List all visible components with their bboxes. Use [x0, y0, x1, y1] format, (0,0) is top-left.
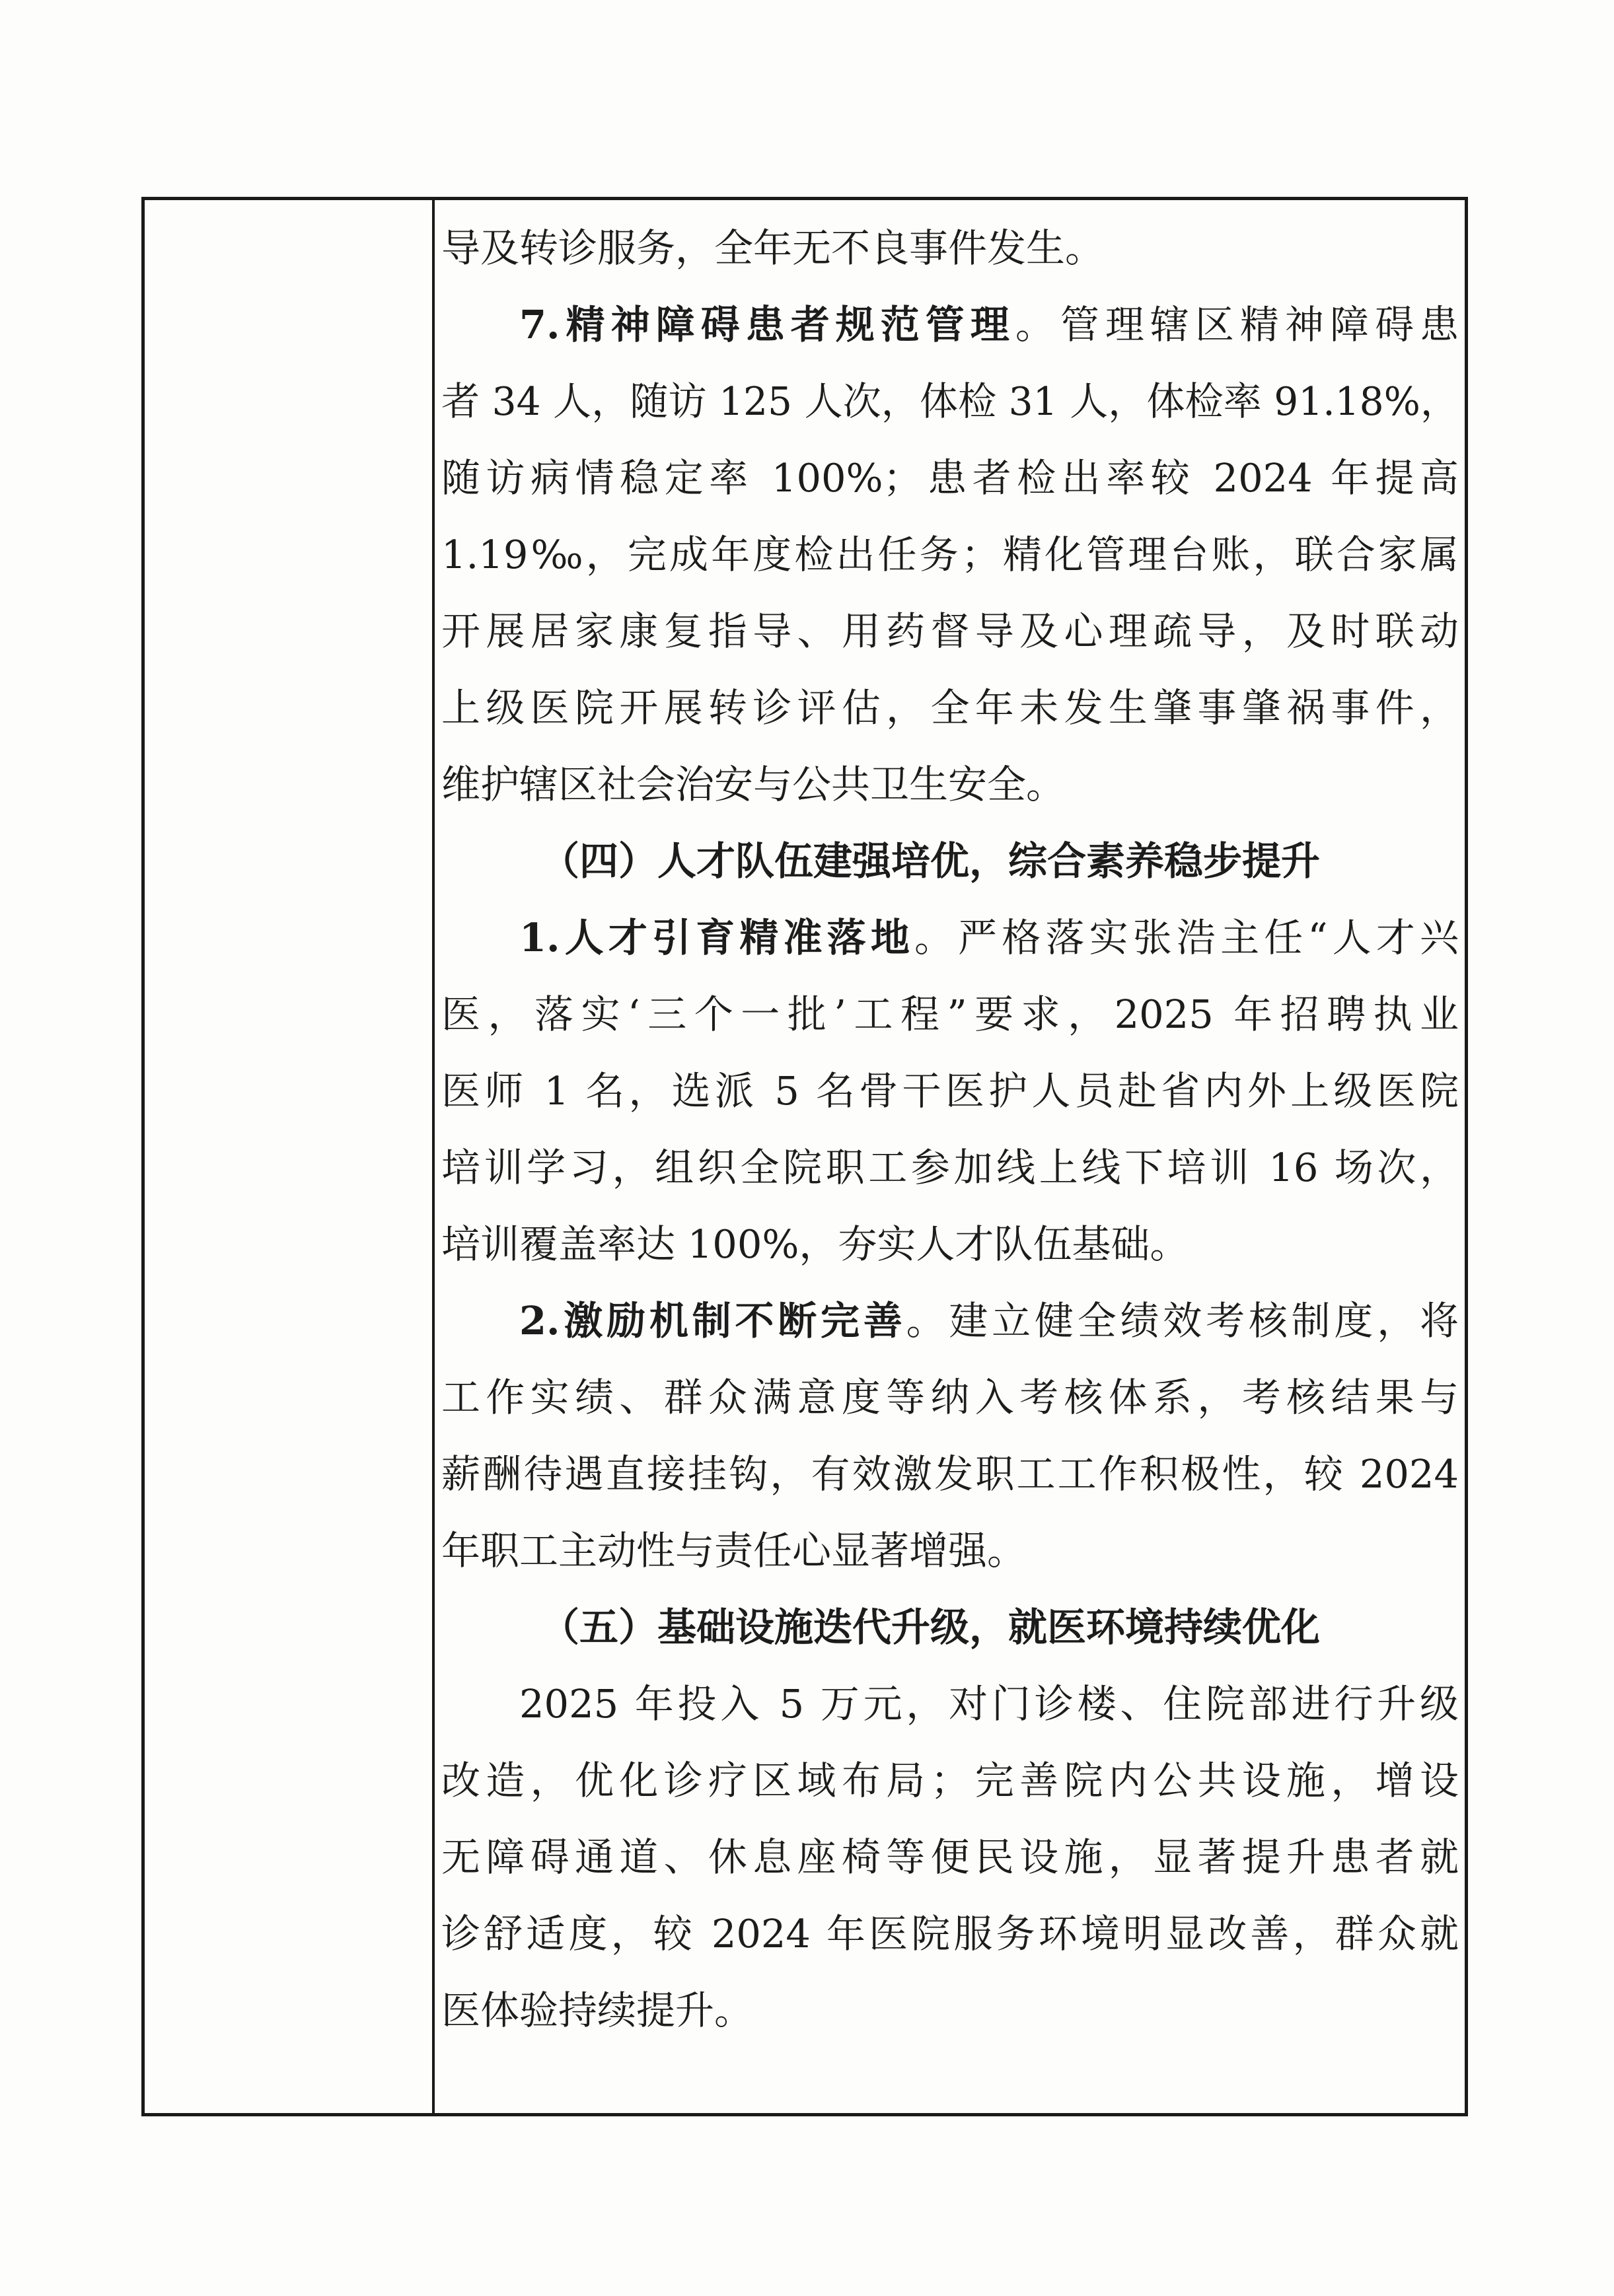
text-line: 年职工主动性与责任心显著增强。	[441, 1528, 1027, 1573]
text-line: 医师 1 名，选派 5 名骨干医护人员赴省内外上级医院	[441, 1068, 1459, 1114]
text-line: 医体验持续提升。	[441, 1988, 754, 2033]
text-line: 诊舒适度，较 2024 年医院服务环境明显改善，群众就	[441, 1911, 1459, 1956]
text-line: 无障碍通道、休息座椅等便民设施，显著提升患者就	[441, 1834, 1459, 1880]
subsection-line: 2.激励机制不断完善。建立健全绩效考核制度，将	[519, 1298, 1459, 1344]
text-line: 薪酬待遇直接挂钩，有效激发职工工作积极性，较 2024	[441, 1451, 1459, 1497]
subsection-line: 7.精神障碍患者规范管理。管理辖区精神障碍患	[519, 302, 1459, 347]
section-heading: （五）基础设施迭代升级，就医环境持续优化	[540, 1604, 1321, 1650]
subsection-title: 7.精神障碍患者规范管理	[519, 302, 1015, 347]
text-line: 改造，优化诊疗区域布局；完善院内公共设施，增设	[441, 1758, 1459, 1803]
subsection-line: 1.人才引育精准落地。严格落实张浩主任“人才兴	[519, 915, 1459, 960]
text-line: 开展居家康复指导、用药督导及心理疏导，及时联动	[441, 608, 1459, 654]
text-line: 上级医院开展转诊评估，全年未发生肇事肇祸事件，	[441, 685, 1459, 731]
text-line: 维护辖区社会治安与公共卫生安全。	[441, 762, 1066, 807]
text-line: 工作实绩、群众满意度等纳入考核体系，考核结果与	[441, 1375, 1459, 1420]
text-line: 1.19‰，完成年度检出任务；精化管理台账，联合家属	[441, 532, 1459, 577]
text-line: 导及转诊服务，全年无不良事件发生。	[441, 225, 1105, 271]
text-line: 培训学习，组织全院职工参加线上线下培训 16 场次，	[441, 1145, 1459, 1190]
right-column-content	[441, 210, 1459, 2049]
column-divider	[432, 197, 435, 2116]
subsection-title: 1.人才引育精准落地	[519, 915, 914, 960]
subsection-title: 2.激励机制不断完善	[519, 1298, 906, 1344]
text-line: 医，落实‘三个一批’工程”要求，2025 年招聘执业	[441, 991, 1459, 1037]
text-line: 者 34 人，随访 125 人次，体检 31 人，体检率 91.18%，	[441, 378, 1459, 424]
text-line: 培训覆盖率达 100%，夯实人才队伍基础。	[441, 1221, 1189, 1267]
text-line: 随访病情稳定率 100%；患者检出率较 2024 年提高	[441, 455, 1459, 501]
section-heading: （四）人才队伍建强培优，综合素养稳步提升	[540, 838, 1321, 884]
text-line: 2025 年投入 5 万元，对门诊楼、住院部进行升级	[519, 1681, 1459, 1727]
